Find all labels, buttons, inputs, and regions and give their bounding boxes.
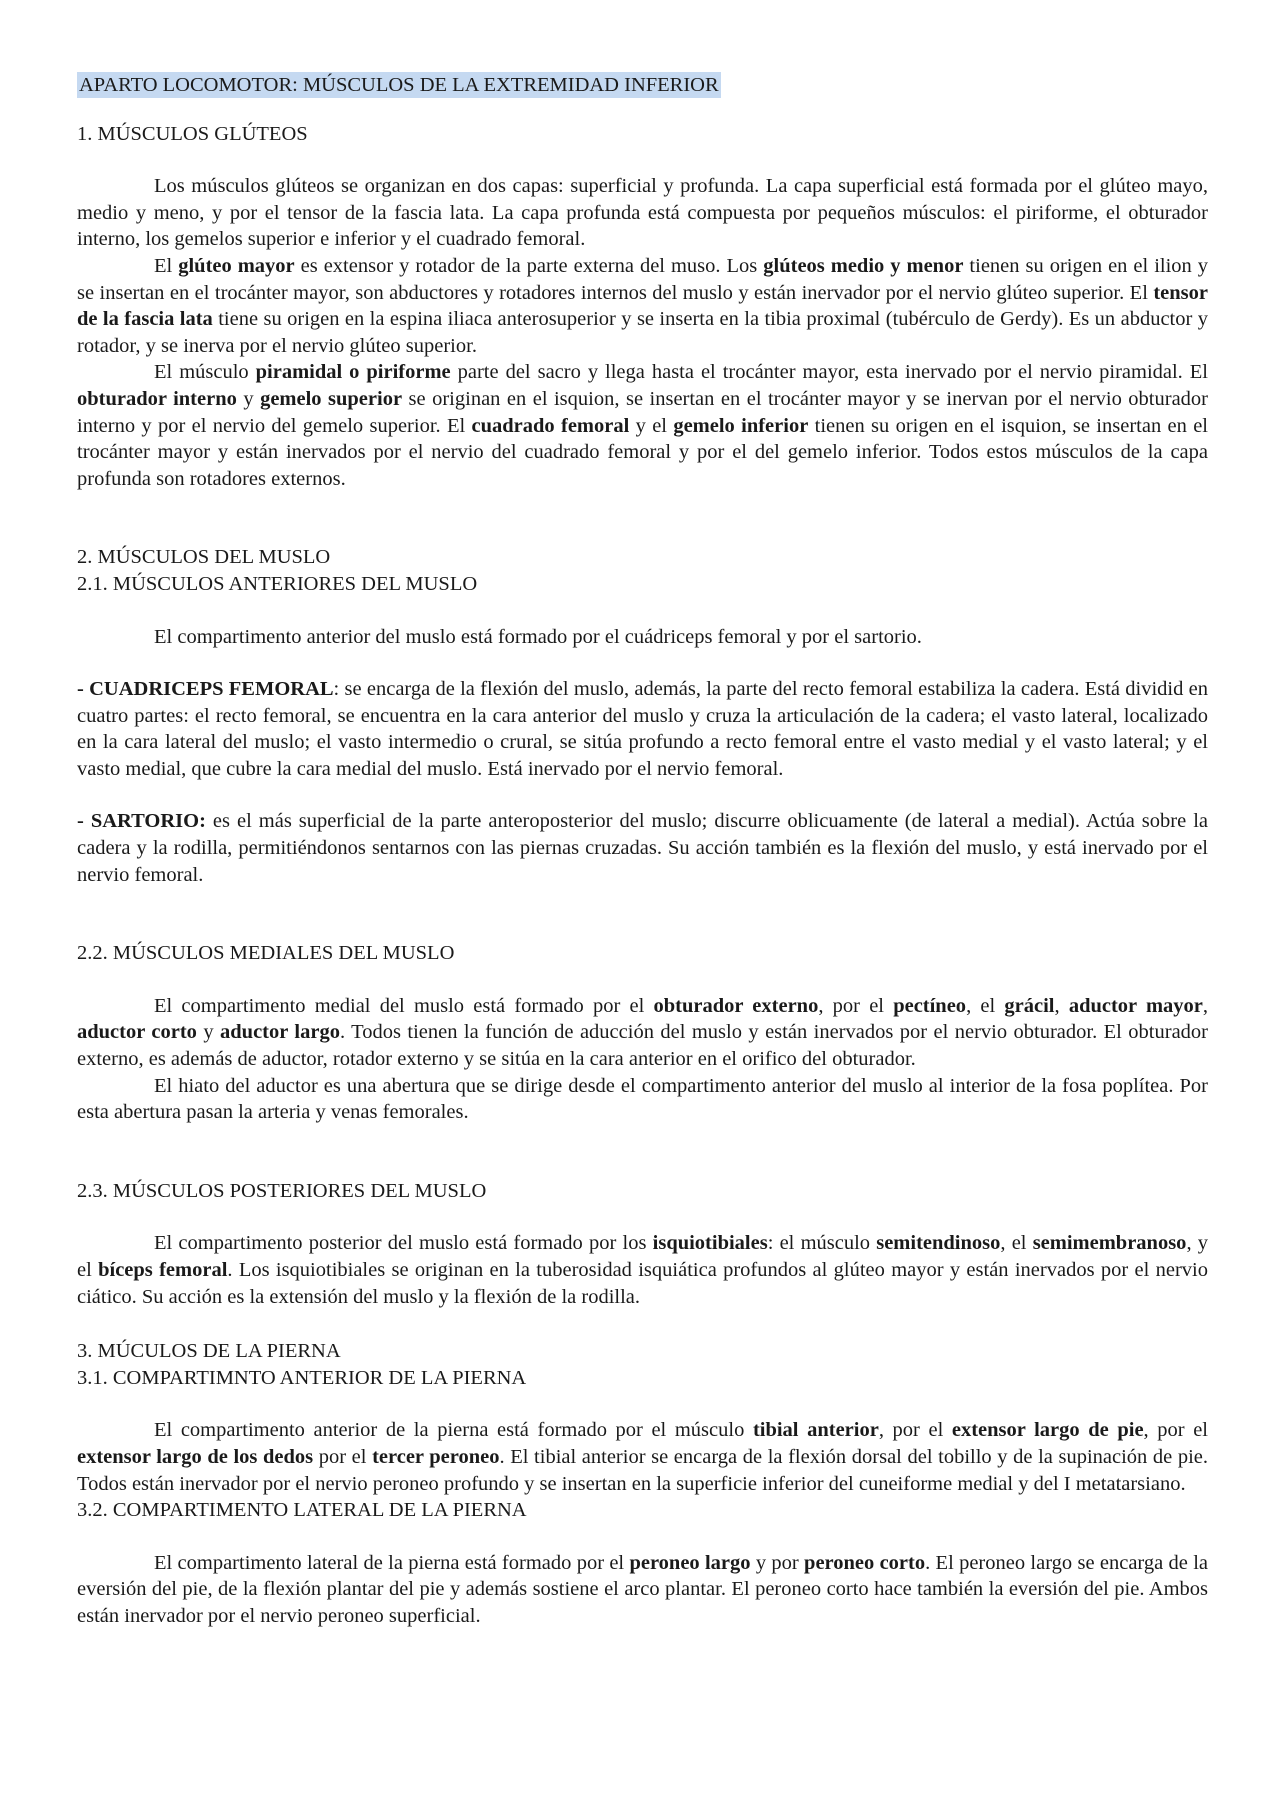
bold-term: tercer peroneo <box>372 1445 500 1468</box>
highlighted-title-text: APARTO LOCOMOTOR: MÚSCULOS DE LA EXTREMIDAD INFERIOR <box>79 74 719 96</box>
section-heading-gluteos: 1. MÚSCULOS GLÚTEOS <box>77 122 308 145</box>
paragraph-lateral-pierna: El compartimento lateral de la pierna está formado por el peroneo largo y por peroneo corto. El peroneo largo se encarga de la eversión del pie, de la flexión plantar del pie y además sostiene el arco plantar. El peroneo corto hace también la eversión del pie. Ambos están inervador por el nervio peroneo superficial. <box>77 1551 1208 1627</box>
bold-term: aductor mayor <box>1068 994 1203 1017</box>
paragraph-sartorio: - SARTORIO: es el más superficial de la parte anteroposterior del muslo; discurre oblicuamente (de lateral a medial). Actúa sobre la cadera y la rodilla, permitiéndonos sentarnos con las piernas cruzadas. Su acción también es la flexión del muslo, y está inervado por el nervio femoral. <box>77 810 1208 886</box>
bold-term: - SARTORIO: <box>77 810 206 833</box>
bold-term: aductor largo <box>220 1021 340 1044</box>
subsection-heading-anteriores: 2.1. MÚSCULOS ANTERIORES DEL MUSLO <box>77 572 478 595</box>
subsection-heading-lateral-pierna: 3.2. COMPARTIMENTO LATERAL DE LA PIERNA <box>77 1499 527 1522</box>
subsection-heading-mediales: 2.2. MÚSCULOS MEDIALES DEL MUSLO <box>77 942 455 965</box>
bold-term: glúteos medio y menor <box>763 254 964 277</box>
paragraph-anterior-pierna: El compartimento anterior de la pierna está formado por el músculo tibial anterior, por el extensor largo de pie, por el extensor largo de los dedos por el tercer peroneo. El tibial anterior se encarga de la flexión dorsal del tobillo y de la supinación de pie. Todos están inervador por el nervio peroneo profundo y se insertan en la superficie inferior del cuneiforme medial y del I metatarsiano. <box>77 1419 1209 1495</box>
section-heading-muslo: 2. MÚSCULOS DEL MUSLO <box>77 546 331 569</box>
paragraph-anterior-intro: El compartimento anterior del muslo está formado por el cuádriceps femoral y por el sartorio. <box>154 625 922 648</box>
bold-term: semimembranoso <box>1032 1232 1187 1255</box>
bold-term: glúteo mayor <box>178 254 295 277</box>
paragraph-medial-intro: El compartimento medial del muslo está formado por el obturador externo, por el pectíneo, el grácil, aductor mayor, aductor corto y aductor largo. Todos tienen la función de aducción del muslo y están inervados por el nervio obturador. El obturador externo, es además de aductor, rotador externo y se sitúa en la cara anterior en el orifico del obturador. <box>77 994 1209 1071</box>
subsection-heading-posteriores: 2.3. MÚSCULOS POSTERIORES DEL MUSLO <box>77 1179 487 1202</box>
bold-term: pectíneo <box>893 994 967 1017</box>
paragraph-hiato-aductor: El hiato del aductor es una abertura que se dirige desde el compartimento anterior del muslo al interior de la fosa poplítea. Por esta abertura pasan la arteria y venas femorales. <box>77 1074 1208 1124</box>
paragraph-gluteos-intro: Los músculos glúteos se organizan en dos capas: superficial y profunda. La capa superficial está formada por el glúteo mayo, medio y meno, y por el tensor de la fascia lata. La capa profunda está compuesta por pequeños músculos: el piriforme, el obturador interno, los gemelos superior e inferior y el cuadrado femoral. <box>77 175 1208 251</box>
bold-term: semitendinoso <box>876 1232 1001 1255</box>
paragraph-cuadriceps: - CUADRICEPS FEMORAL: se encarga de la flexión del muslo, además, la parte del recto femoral estabiliza la cadera. Está dividid en cuatro partes: el recto femoral, se encuentra en la cara anterior del muslo y cruza la articulación de la cadera; el vasto lateral, localizado en la cara lateral del muslo; el vasto intermedio o crural, se sitúa profundo a recto femoral entre el vasto medial y el vasto lateral; y el vasto medial, que cubre la cara medial del muslo. Está inervado por el nervio femoral. <box>77 678 1209 780</box>
bold-term: isquiotibiales <box>652 1232 768 1255</box>
bold-term: obturador interno <box>77 387 237 410</box>
paragraph-piriforme: El músculo piramidal o piriforme parte del sacro y llega hasta el trocánter mayor, esta inervado por el nervio piramidal. El obturador interno y gemelo superior se originan en el isquion, se insertan en el trocánter mayor y se inervan por el nervio obturador interno y por el nervio del gemelo superior. El cuadrado femoral y el gemelo inferior tienen su origen en el isquion, se insertan en el trocánter mayor y están inervados por el nervio del cuadrado femoral y por el del gemelo inferior. Todos estos músculos de la capa profunda son rotadores externos. <box>77 361 1209 490</box>
bold-term: tibial anterior <box>752 1419 879 1442</box>
bold-term: extensor largo de los dedos <box>77 1445 314 1468</box>
document-body <box>77 72 1208 1630</box>
bold-term: tensor de la fascia lata <box>77 281 1208 331</box>
bold-term: bíceps femoral <box>98 1259 228 1281</box>
bold-term: peroneo largo <box>629 1551 751 1574</box>
bold-term: gemelo superior <box>260 387 403 410</box>
bold-term: obturador externo <box>653 994 819 1017</box>
bold-term: peroneo corto <box>804 1551 926 1574</box>
subsection-heading-anterior-pierna: 3.1. COMPARTIMNTO ANTERIOR DE LA PIERNA <box>77 1366 527 1389</box>
bold-term: extensor largo de pie <box>951 1419 1144 1442</box>
bold-term: cuadrado femoral <box>471 414 630 437</box>
paragraph-posterior-intro: El compartimento posterior del muslo está formado por los isquiotibiales: el músculo semitendinoso, el semimembranoso, y el bíceps femoral. Los isquiotibiales se originan en la tuberosidad isquiática profundos al glúteo mayor y están inervados por el nervio ciático. Su acción es la extensión del muslo y la flexión de la rodilla. <box>77 1232 1209 1308</box>
bold-term: grácil <box>1004 994 1055 1017</box>
bold-term: aductor corto <box>77 1021 197 1044</box>
section-heading-pierna: 3. MÚCULOS DE LA PIERNA <box>77 1340 341 1363</box>
bold-term: piramidal o piriforme <box>255 361 451 384</box>
bold-term: gemelo inferior <box>673 414 809 437</box>
paragraph-gluteo-mayor: El glúteo mayor es extensor y rotador de la parte externa del muso. Los glúteos medio y menor tienen su origen en el ilion y se insertan en el trocánter mayor, son abductores y rotadores internos del muslo y están inervador por el nervio glúteo superior. El tensor de la fascia lata tiene su origen en la espina iliaca anterosuperior y se inserta en la tibia proximal (tubérculo de Gerdy). Es un abductor y rotador, y se inerva por el nervio glúteo superior. <box>77 254 1209 357</box>
document-title <box>77 72 1208 99</box>
bold-term: - CUADRICEPS FEMORAL <box>77 678 334 701</box>
